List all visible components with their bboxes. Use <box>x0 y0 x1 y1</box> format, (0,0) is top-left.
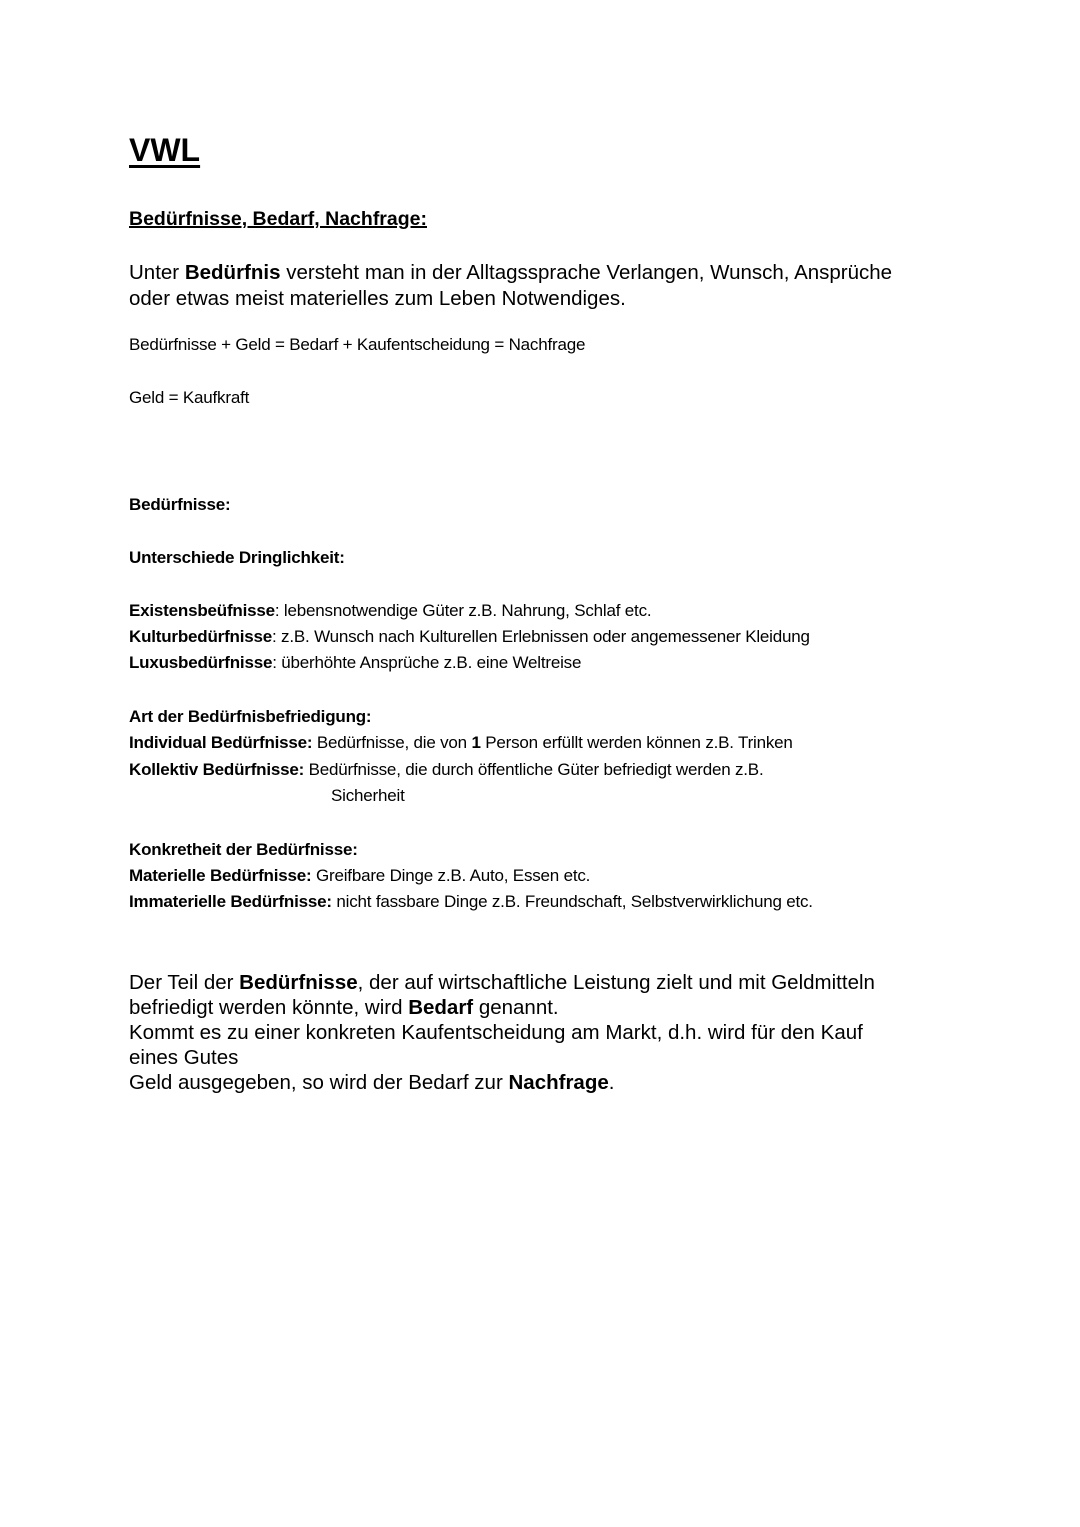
text: Unter <box>129 261 185 284</box>
text: befriedigt werden könnte, wird <box>129 996 409 1019</box>
definition: Bedürfnisse, die durch öffentliche Güter befriedigt werden z.B. <box>304 760 764 779</box>
number: 1 <box>471 733 481 752</box>
term: Luxusbedürfnisse <box>129 653 273 672</box>
term: Immaterielle Bedürfnisse: <box>129 892 332 911</box>
concreteness-item <box>129 892 813 912</box>
bold-term: Bedürfnisse <box>239 971 358 994</box>
urgency-item <box>129 653 581 673</box>
definition: nicht fassbare Dinge z.B. Freundschaft, Selbstverwirklichung etc. <box>331 892 813 911</box>
term: Individual Bedürfnisse: <box>129 733 313 752</box>
closing-line-4: eines Gutes <box>129 1046 239 1069</box>
text: , der auf wirtschaftliche Leistung zielt und mit Geldmitteln <box>357 971 875 994</box>
text: genannt. <box>473 996 559 1019</box>
definition: Bedürfnisse, die von <box>312 733 472 752</box>
urgency-item <box>129 601 651 621</box>
definition: : lebensnotwendige Güter z.B. Nahrung, Schlaf etc. <box>274 601 652 620</box>
concreteness-item <box>129 866 590 886</box>
term: Kollektiv Bedürfnisse: <box>129 760 305 779</box>
text: Der Teil der <box>129 971 240 994</box>
text: Geld ausgegeben, so wird der Bedarf zur <box>129 1071 509 1094</box>
definition: : z.B. Wunsch nach Kulturellen Erlebnissen oder angemessener Kleidung <box>272 627 810 646</box>
formula-need-demand: Bedürfnisse + Geld = Bedarf + Kaufentscheidung = Nachfrage <box>129 335 586 354</box>
satisfaction-item-individual <box>129 733 793 753</box>
closing-line-2 <box>129 996 559 1020</box>
text: . <box>608 1071 615 1094</box>
satisfaction-collective-continuation: Sicherheit <box>331 786 405 805</box>
term: Kulturbedürfnisse <box>129 627 273 646</box>
term: Materielle Bedürfnisse: <box>129 866 312 885</box>
urgency-item <box>129 627 810 647</box>
bold-term: Bedarf <box>408 996 474 1019</box>
urgency-heading: Unterschiede Dringlichkeit: <box>129 548 345 567</box>
definition: Greifbare Dinge z.B. Auto, Essen etc. <box>311 866 591 885</box>
definition: Person erfüllt werden können z.B. Trinken <box>480 733 793 752</box>
text: versteht man in der Alltagssprache Verlangen, Wunsch, Ansprüche <box>280 261 893 284</box>
term: Existensbeüfnisse <box>129 601 275 620</box>
intro-line-2: oder etwas meist materielles zum Leben Notwendiges. <box>129 287 626 310</box>
closing-line-5 <box>129 1071 614 1095</box>
intro-line-1 <box>129 261 892 285</box>
bold-term: Bedürfnis <box>184 261 281 284</box>
closing-line-3: Kommt es zu einer konkreten Kaufentscheidung am Markt, d.h. wird für den Kauf <box>129 1021 863 1044</box>
page-title: VWL <box>129 132 201 168</box>
definition: : überhöhte Ansprüche z.B. eine Weltreise <box>272 653 582 672</box>
section-title: Bedürfnisse, Bedarf, Nachfrage: <box>129 208 427 230</box>
needs-heading: Bedürfnisse: <box>129 495 231 514</box>
bold-term: Nachfrage <box>508 1071 609 1094</box>
formula-money: Geld = Kaufkraft <box>129 388 250 407</box>
concreteness-heading: Konkretheit der Bedürfnisse: <box>129 840 358 859</box>
satisfaction-heading: Art der Bedürfnisbefriedigung: <box>129 707 372 726</box>
satisfaction-item-collective <box>129 760 763 780</box>
closing-line-1 <box>129 971 875 995</box>
